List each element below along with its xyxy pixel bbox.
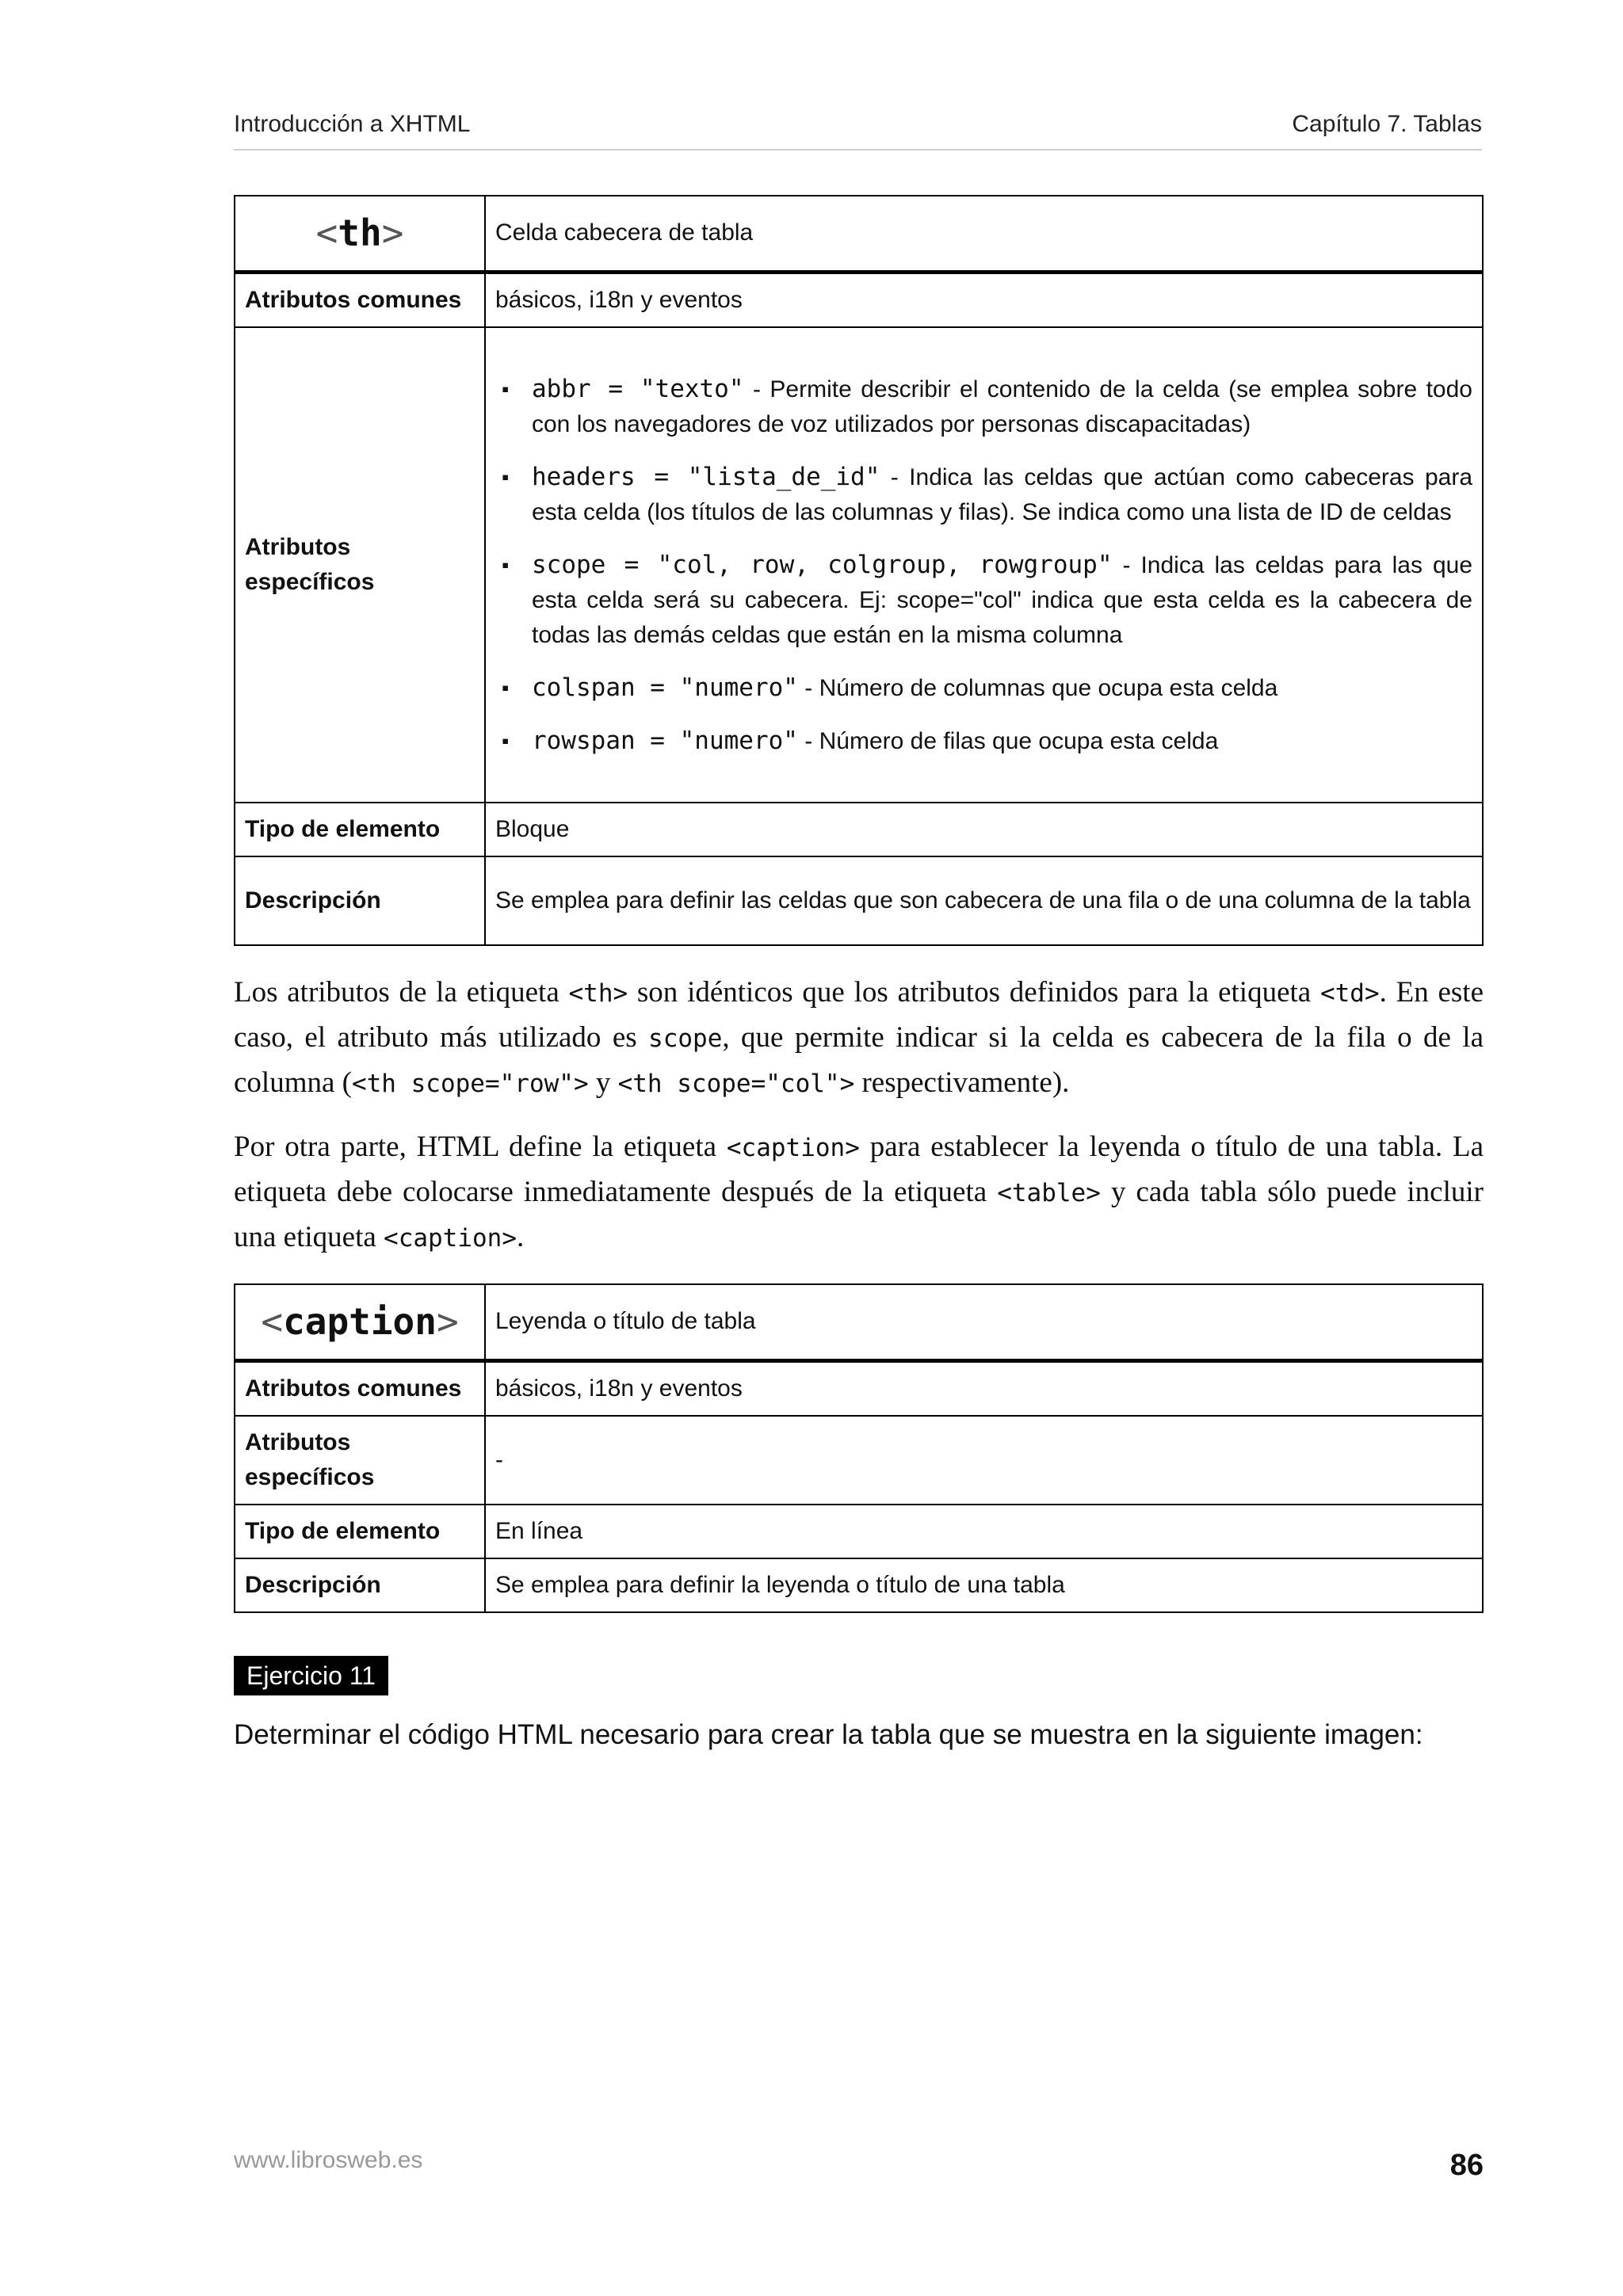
th-tag-name: th bbox=[338, 212, 382, 255]
caption-type-value: En línea bbox=[485, 1505, 1483, 1558]
caption-type-label: Tipo de elemento bbox=[235, 1505, 485, 1558]
attr-item-colspan: ▪ colspan = "numero" - Número de columnas que ocupa esta celda bbox=[495, 670, 1472, 706]
bullet-icon: ▪ bbox=[502, 552, 510, 577]
paragraph-caption-intro: Por otra parte, HTML define la etiqueta <caption> para establecer la leyenda o título de una tabla. La etiqueta debe colocarse inmediatamente después de la etiqueta <table> y cada tabla sólo puede incluir una etiqueta <caption>. bbox=[234, 1131, 1484, 1253]
header-book-title: Introducción a XHTML bbox=[234, 111, 471, 137]
th-attribute-list bbox=[495, 359, 1472, 772]
paragraph-th-attributes: Los atributos de la etiqueta <th> son idénticos que los atributos definidos para la etiqueta <td>. En este caso, el atributo más utilizado es scope, que permite indicar si la celda es cabecera de la fila o de la columna (<th scope="row"> y <th scope="col"> respectivamente). bbox=[234, 976, 1484, 1099]
attr-item-scope: ▪ scope = "col, row, colgroup, rowgroup" - Indica las celdas para las que esta celda será su cabecera. Ej: scope="col" indica que esta celda es la cabecera de todas las demás celdas que están en la misma columna bbox=[495, 547, 1472, 653]
exercise-text: Determinar el código HTML necesario para crear la tabla que se muestra en la siguiente imagen: bbox=[234, 1719, 1423, 1750]
th-common-value: básicos, i18n y eventos bbox=[485, 272, 1483, 327]
page-number: 86 bbox=[1449, 2149, 1484, 2182]
th-specific-label: Atributos específicos bbox=[235, 327, 485, 803]
caption-specific-label: Atributos específicos bbox=[235, 1416, 485, 1505]
caption-desc-value: Se emplea para definir la leyenda o título de una tabla bbox=[485, 1558, 1483, 1612]
caption-tag-name: caption bbox=[283, 1300, 437, 1344]
bullet-icon: ▪ bbox=[502, 728, 510, 753]
attr-item-headers: ▪ headers = "lista_de_id" - Indica las celdas que actúan como cabeceras para esta celda (los títulos de las columnas y filas). Se indica como una lista de ID de celdas bbox=[495, 460, 1472, 530]
attr-item-abbr: ▪ abbr = "texto" - Permite describir el contenido de la celda (se emplea sobre todo con los navegadores de voz utilizados por personas discapacitadas) bbox=[495, 372, 1472, 442]
th-desc-label: Descripción bbox=[235, 856, 485, 945]
th-reference-table bbox=[234, 195, 1484, 946]
th-type-value: Bloque bbox=[485, 803, 1483, 856]
footer-site[interactable]: www.librosweb.es bbox=[234, 2147, 423, 2173]
caption-specific-value: - bbox=[485, 1416, 1483, 1505]
header-chapter: Capítulo 7. Tablas bbox=[1292, 111, 1482, 137]
th-specific-value bbox=[485, 327, 1483, 803]
th-title: Celda cabecera de tabla bbox=[485, 196, 1483, 272]
bullet-icon: ▪ bbox=[502, 464, 510, 489]
caption-title: Leyenda o título de tabla bbox=[485, 1284, 1483, 1360]
exercise-badge: Ejercicio 11 bbox=[234, 1656, 388, 1695]
attr-item-rowspan: ▪ rowspan = "numero" - Número de filas que ocupa esta celda bbox=[495, 723, 1472, 759]
caption-desc-label: Descripción bbox=[235, 1558, 485, 1612]
bullet-icon: ▪ bbox=[502, 675, 510, 700]
caption-common-label: Atributos comunes bbox=[235, 1360, 485, 1416]
page-header bbox=[234, 111, 1482, 151]
th-tag-cell: <th> bbox=[235, 196, 485, 272]
caption-common-value: básicos, i18n y eventos bbox=[485, 1360, 1483, 1416]
caption-reference-table bbox=[234, 1283, 1484, 1613]
th-common-label: Atributos comunes bbox=[235, 272, 485, 327]
th-desc-value: Se emplea para definir las celdas que son cabecera de una fila o de una columna de la tabla bbox=[485, 856, 1483, 945]
caption-tag-cell: <caption> bbox=[235, 1284, 485, 1360]
th-type-label: Tipo de elemento bbox=[235, 803, 485, 856]
bullet-icon: ▪ bbox=[502, 376, 510, 401]
